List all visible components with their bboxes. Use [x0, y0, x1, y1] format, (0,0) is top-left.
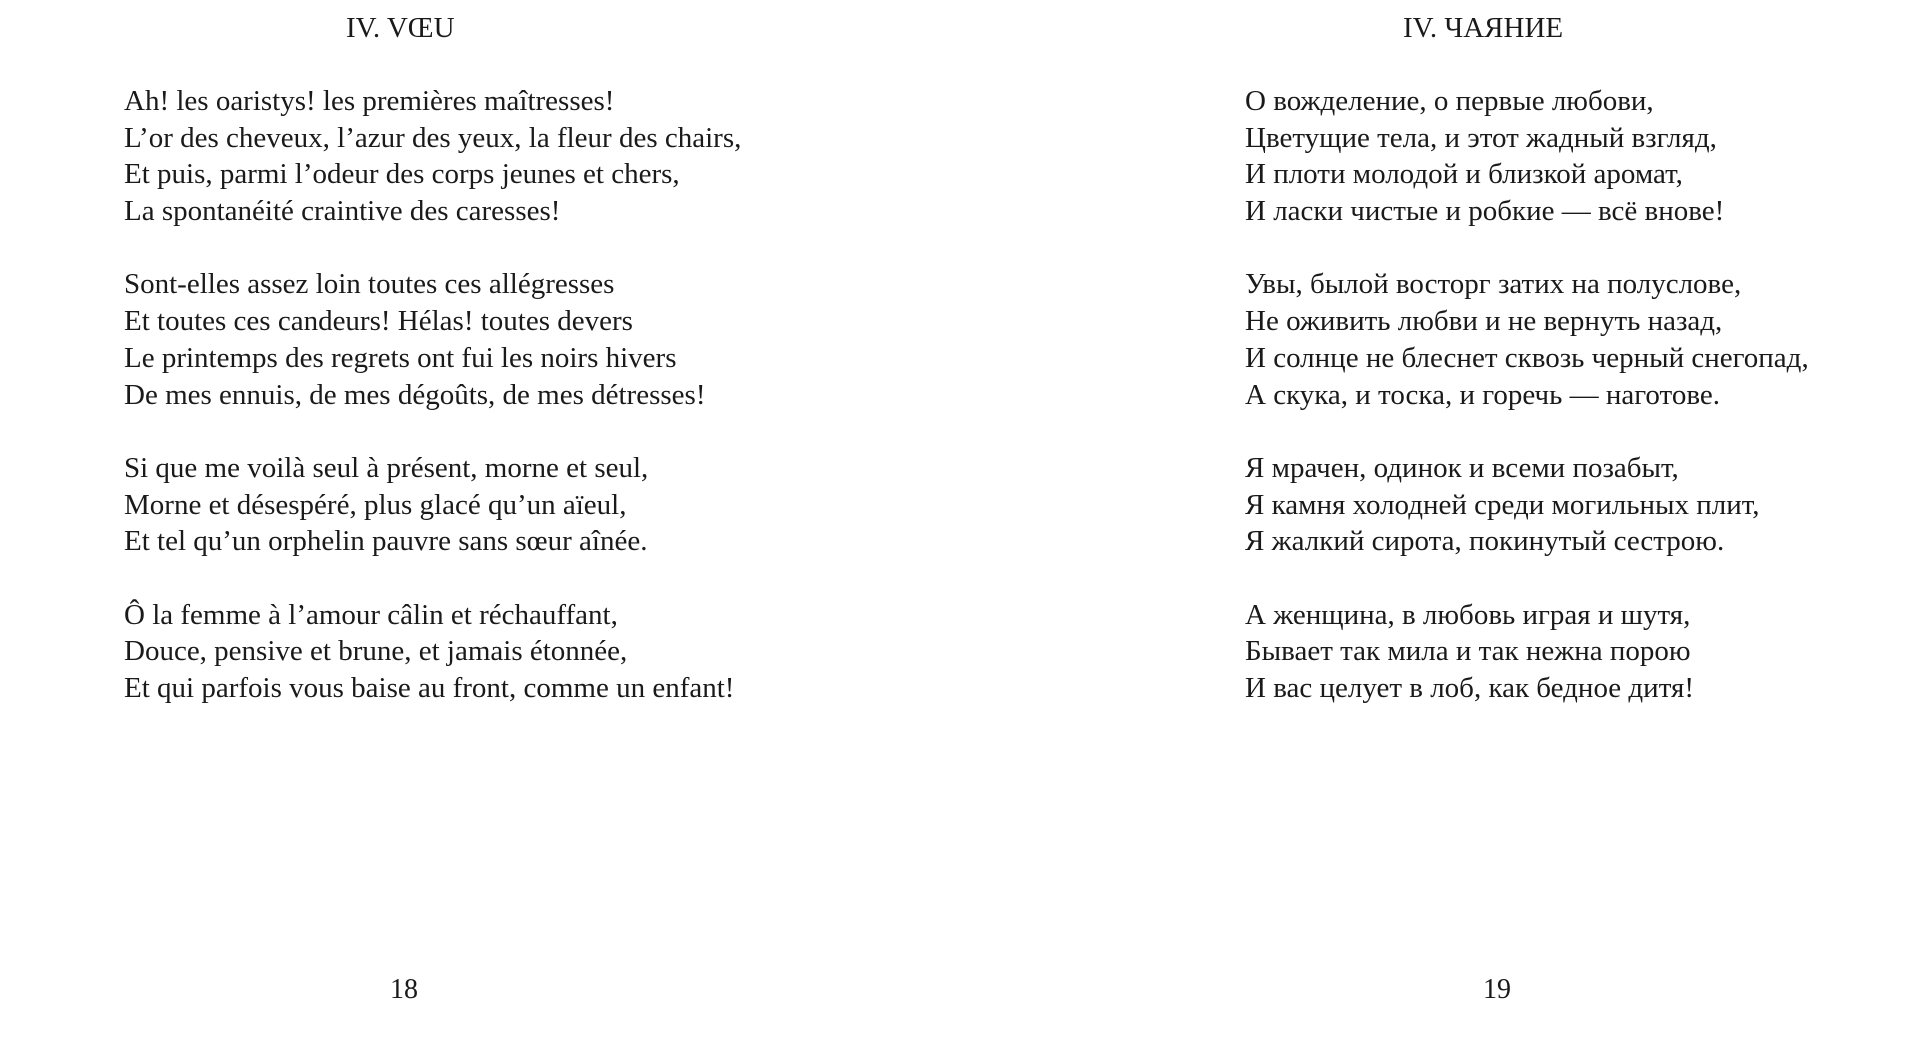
poem-line: Le printemps des regrets ont fui les noirs hivers [124, 341, 677, 374]
poem-line: И плоти молодой и близкой аромат, [1245, 158, 1683, 191]
poem-line: Et qui parfois vous baise au front, comme un enfant! [124, 672, 735, 704]
poem-russian [1245, 83, 1809, 743]
poem-title-french: IV. VŒU [346, 12, 455, 44]
stanza-4 [124, 597, 741, 707]
poem-line: De mes ennuis, de mes dégoûts, de mes détresses! [124, 378, 706, 411]
stanza-2 [124, 266, 741, 413]
poem-line: Увы, былой восторг затих на полуслове, [1245, 268, 1742, 301]
poem-line: А скука, и тоска, и горечь — наготове. [1245, 378, 1720, 411]
poem-line: Sont-elles assez loin toutes ces allégresses [124, 268, 615, 301]
stanza-4 [1245, 597, 1809, 707]
stanza-1 [124, 83, 741, 230]
poem-line: И солнце не блеснет сквозь черный снегопад, [1245, 341, 1809, 374]
poem-line: Цветущие тела, и этот жадный взгляд, [1245, 121, 1717, 154]
poem-line: О вожделение, о первые любови, [1245, 85, 1654, 117]
poem-title-russian: IV. ЧАЯНИЕ [1403, 12, 1564, 44]
poem-line: А женщина, в любовь играя и шутя, [1245, 598, 1691, 631]
stanza-1 [1245, 83, 1809, 230]
poem-line: Et toutes ces candeurs! Hélas! toutes devers [124, 305, 633, 338]
poem-line: И ласки чистые и робкие — всё внове! [1245, 195, 1725, 228]
poem-line: Et puis, parmi l’odeur des corps jeunes et chers, [124, 158, 680, 191]
stanza-2 [1245, 266, 1809, 413]
poem-line: Я жалкий сирота, покинутый сестрою. [1245, 525, 1725, 558]
page-number: 18 [390, 974, 418, 1005]
poem-line: La spontanéité craintive des caresses! [124, 195, 561, 228]
page-number: 19 [1483, 974, 1511, 1005]
stanza-3 [124, 450, 741, 560]
poem-line: Бывает так мила и так нежна порою [1245, 635, 1691, 668]
right-page [960, 0, 1920, 1054]
poem-line: Si que me voilà seul à présent, morne et seul, [124, 451, 649, 484]
poem-line: Ô la femme à l’amour câlin et réchauffant, [124, 598, 618, 631]
poem-line: Morne et désespéré, plus glacé qu’un aïeul, [124, 488, 627, 521]
poem-line: Et tel qu’un orphelin pauvre sans sœur aînée. [124, 525, 648, 558]
poem-line: И вас целует в лоб, как бедное дитя! [1245, 672, 1694, 704]
poem-line: Я мрачен, одинок и всеми позабыт, [1245, 451, 1679, 484]
poem-line: L’or des cheveux, l’azur des yeux, la fleur des chairs, [124, 121, 742, 154]
poem-line: Ah! les oaristys! les premières maîtresses! [124, 85, 615, 117]
poem-line: Не оживить любви и не вернуть назад, [1245, 305, 1723, 338]
stanza-3 [1245, 450, 1809, 560]
poem-french [124, 83, 741, 743]
poem-line: Я камня холодней среди могильных плит, [1245, 488, 1760, 521]
poem-line: Douce, pensive et brune, et jamais étonnée, [124, 635, 628, 668]
